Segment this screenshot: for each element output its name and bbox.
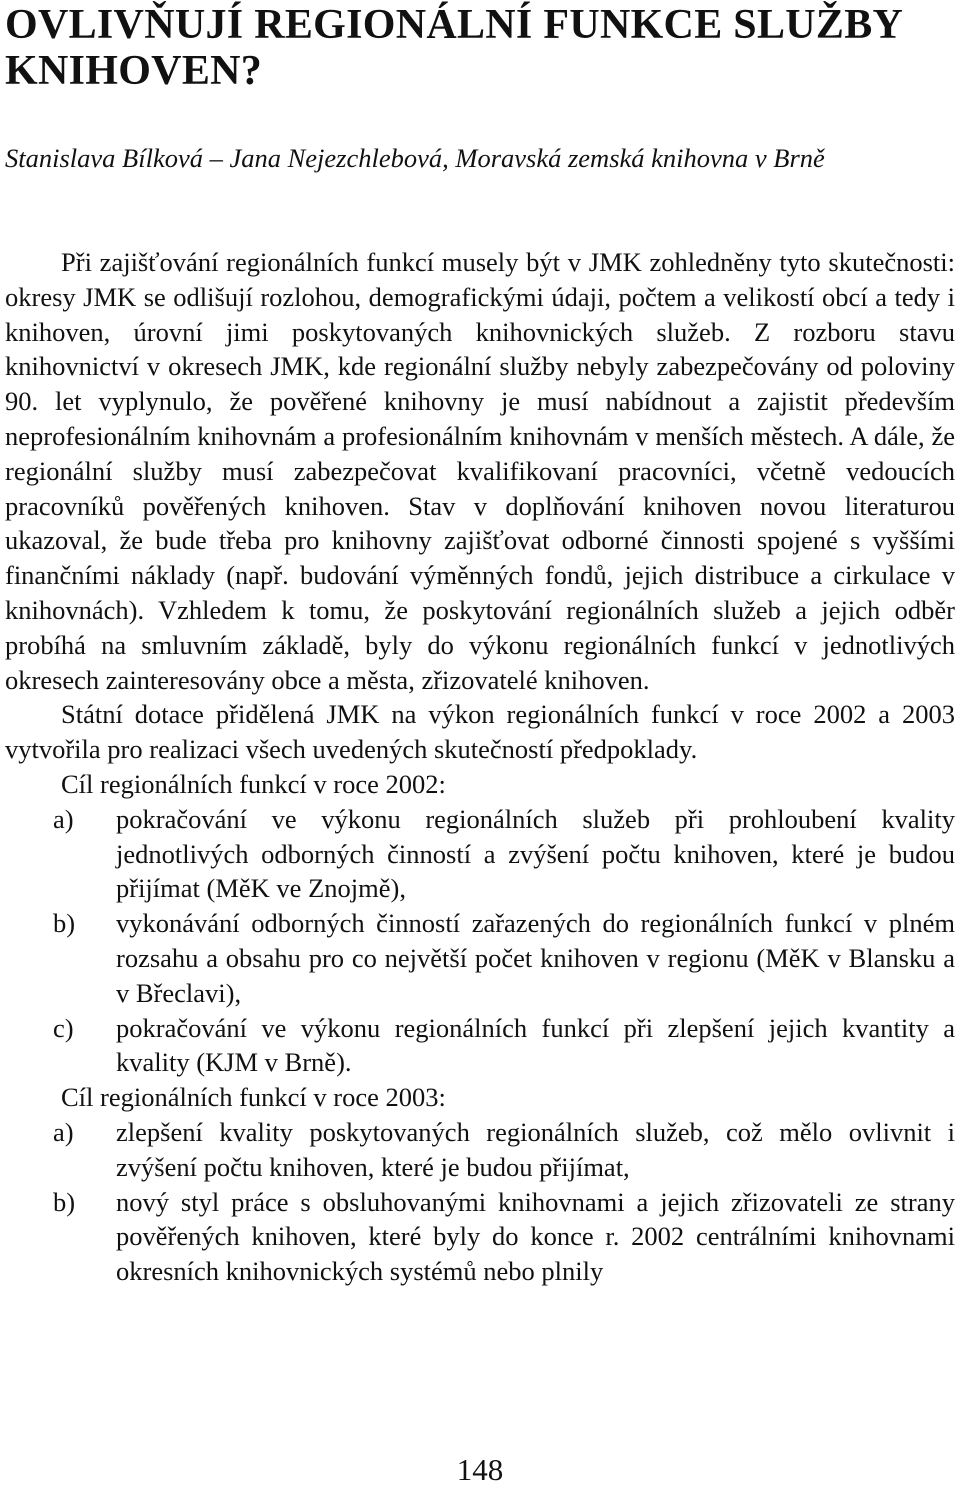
list-item-text: pokračování ve výkonu regionálních funkcí při zlepšení jejich kvantity a kvality (KJM v Brně). xyxy=(116,1012,955,1078)
list-marker: c) xyxy=(53,1012,74,1043)
list-item xyxy=(5,1185,955,1289)
list-item-text: nový styl práce s obsluhovanými knihovnami a jejich zřizovateli ze strany pověřených knihoven, které byly do konce r. 2002 centrálními knihovnami okresních knihovnických systémů nebo plnily xyxy=(116,1186,955,1287)
goals-2002-list xyxy=(5,802,955,1080)
article-body xyxy=(5,245,955,1289)
list-item xyxy=(5,802,955,906)
list-item-text: vykonávání odborných činností zařazených do regionálních funkcí v plném rozsahu a obsahu pro co největší počet knihoven v regionu (MěK v Blansku a v Břeclavi), xyxy=(116,908,955,1008)
goals-2003-heading: Cíl regionálních funkcí v roce 2003: xyxy=(61,1082,446,1113)
list-item-text: zlepšení kvality poskytovaných regionálních služeb, což mělo ovlivnit i zvýšení počtu knihoven, které je budou přijímat, xyxy=(116,1116,955,1182)
list-item xyxy=(5,1011,955,1081)
goals-2002-heading: Cíl regionálních funkcí v roce 2002: xyxy=(61,768,446,799)
list-marker: a) xyxy=(53,803,74,834)
body-paragraph: Státní dotace přidělená JMK na výkon regionálních funkcí v roce 2002 a 2003 vytvořila pro realizaci všech uvedených skutečností předpoklady. xyxy=(5,699,955,765)
article-title: OVLIVŇUJÍ REGIONÁLNÍ FUNKCE SLUŽBY KNIHOVEN? xyxy=(5,2,902,94)
goals-2003-list xyxy=(5,1115,955,1289)
list-marker: b) xyxy=(53,908,76,939)
list-item-text: pokračování ve výkonu regionálních služeb při prohloubení kvality jednotlivých odborných činností a zvýšení počtu knihoven, které je budou přijímat (MěK ve Znojmě), xyxy=(116,803,955,904)
body-paragraph: Při zajišťování regionálních funkcí musely být v JMK zohledněny tyto skutečnosti: okresy JMK se odlišují rozlohou, demografickými údaji, počtem a velikostí obcí a tedy i knihoven, úrovní jimi poskytovaných knihovnických služeb. Z rozboru stavu knihovnictví v okresech JMK, kde regionální služby nebyly zabezpečovány od poloviny 90. let vyplynulo, že pověřené knihovny je musí nabídnout a zajistit především neprofesionálním knihovnám a profesionálním knihovnám v menších městech. A dále, že regionální služby musí zabezpečovat kvalifikovaní pracovníci, včetně vedoucích pracovníků pověřených knihoven. Stav v doplňování knihoven novou literaturou ukazoval, že bude třeba pro knihovny zajišťovat odborné činnosti spojené s vyššími finančními náklady (např. budování výměnných fondů, jejich distribuce a cirkulace v knihovnách). Vzhledem k tomu, že poskytování regionálních služeb a jejich odběr probíhá na smluvním základě, byly do výkonu regionálních funkcí v jednotlivých okresech zainteresovány obce a města, zřizovatelé knihoven. xyxy=(5,247,955,695)
article-authors: Stanislava Bílková – Jana Nejezchlebová, Moravská zemská knihovna v Brně xyxy=(5,143,825,173)
list-marker: a) xyxy=(53,1116,74,1147)
list-item xyxy=(5,1115,955,1185)
list-marker: b) xyxy=(53,1186,76,1217)
list-item xyxy=(5,906,955,1010)
page-number: 148 xyxy=(456,1452,504,1487)
